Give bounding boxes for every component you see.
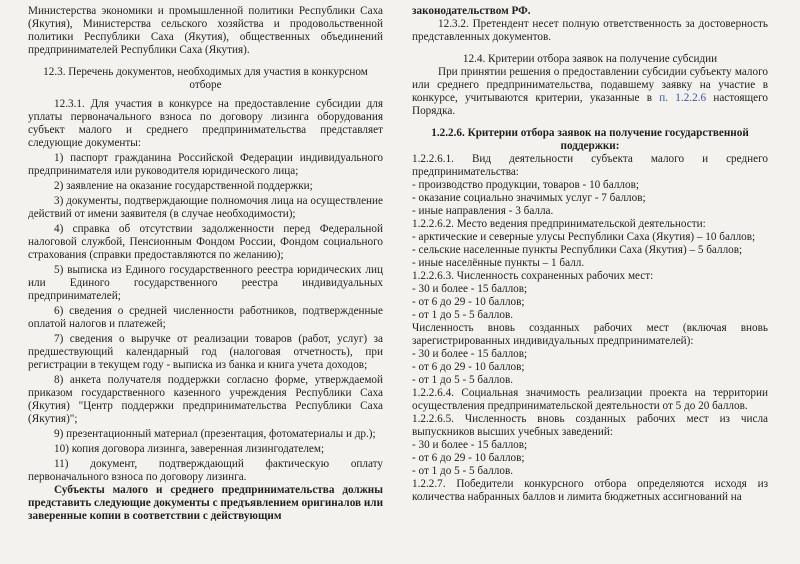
criteria-line: - производство продукции, товаров - 10 баллов; xyxy=(412,179,639,191)
list-item: 11) документ, подтверждающий фактическую оплату первоначального взноса по договору лизинга. xyxy=(28,458,383,483)
paragraph-12-3-2: 12.3.2. Претендент несет полную ответственность за достоверность представленных документов. xyxy=(412,18,768,43)
paragraph-12-4-text: При принятии решения о предоставлении субсидии субъекту малого или среднего предпринимательства, подавшему заявку на участие в конкурсе, учитываются критерии, указанные в xyxy=(412,66,768,104)
criteria-line: 1.2.2.6.3. Численность сохраненных рабочих мест: xyxy=(412,270,654,282)
criteria-line: - от 6 до 29 - 10 баллов; xyxy=(412,361,525,373)
criteria-line: 1.2.2.6.1. Вид деятельности субъекта малого и среднего предпринимательства: xyxy=(412,153,768,178)
criteria-line: - от 1 до 5 - 5 баллов. xyxy=(412,374,514,386)
right-column xyxy=(412,5,768,504)
list-item: 2) заявление на оказание государственной поддержки; xyxy=(54,180,313,192)
criteria-line: Численность вновь созданных рабочих мест (включая вновь зарегистрированных индивидуальных предпринимателей): xyxy=(412,322,768,347)
paragraph-12-4 xyxy=(412,66,768,118)
criteria-line: 1.2.2.6.4. Социальная значимость реализации проекта на территории осуществления предпринимательской деятельности от 5 до 20 баллов. xyxy=(412,387,768,412)
list-item: 6) сведения о средней численности работников, подтвержденные оплатой налогов и платежей; xyxy=(28,305,383,330)
paragraph-12-3-1: 12.3.1. Для участия в конкурсе на предоставление субсидии для уплаты первоначального взноса по договору лизинга оборудования субъект малого и среднего предпринимательства представляет следующие документы: xyxy=(28,98,383,149)
criteria-line: 1.2.2.7. Победители конкурсного отбора определяются исходя из количества набранных баллов и лимита бюджетных ассигнований на xyxy=(412,478,768,503)
list-item: 1) паспорт гражданина Российской Федерации индивидуального предпринимателя или руководителя юридического лица; xyxy=(28,152,383,177)
section-heading-12-3: 12.3. Перечень документов, необходимых для участия в конкурсном отборе xyxy=(43,66,368,91)
list-item: 4) справка об отсутствии задолженности перед Федеральной налоговой службой, Пенсионным Фондом России, Фондом социального страхования (справки предоставляются по желанию); xyxy=(28,223,383,261)
left-column xyxy=(28,5,383,523)
criteria-line: - 30 и более - 15 баллов; xyxy=(412,439,528,451)
list-item: 10) копия договора лизинга, заверенная лизингодателем; xyxy=(54,443,325,455)
bold-requirement-text: Субъекты малого и среднего предпринимательства должны представить следующие документы с предъявлением оригиналов или заверенные копии в соответствии с действующим xyxy=(28,484,384,522)
criteria-line: - 30 и более - 15 баллов; xyxy=(412,283,528,295)
criteria-line: - от 1 до 5 - 5 баллов. xyxy=(412,309,514,321)
section-heading-12-4: 12.4. Критерии отбора заявок на получение субсидии xyxy=(462,53,718,65)
criteria-line: 1.2.2.6.5. Численность вновь созданных рабочих мест из числа выпускников высших учебных заведений: xyxy=(412,413,768,438)
criteria-line: - от 6 до 29 - 10 баллов; xyxy=(412,452,525,464)
criteria-line: - оказание социально значимых услуг - 7 баллов; xyxy=(412,192,646,204)
criteria-line: 1.2.2.6.2. Место ведения предпринимательской деятельности: xyxy=(412,218,706,230)
list-item: 8) анкета получателя поддержки согласно форме, утверждаемой приказом государственного казенного учреждения Республики Саха (Якутия) "Центр поддержки предпринимательства Республики Саха (Якутия)"; xyxy=(28,374,383,425)
list-item: 7) сведения о выручке от реализации товаров (работ, услуг) за предшествующий календарный год (налоговая отчетность), при регистрации в текущем году - выписка из банка и книга учета доходов; xyxy=(28,333,383,371)
criteria-line: - от 6 до 29 - 10 баллов; xyxy=(412,296,525,308)
criteria-line: - 30 и более - 15 баллов; xyxy=(412,348,528,360)
paragraph-12-4-tail: настоящего Порядка. xyxy=(412,92,768,117)
section-heading-1-2-2-6: 1.2.2.6. Критерии отбора заявок на получение государственной поддержки: xyxy=(431,127,749,152)
criteria-line: - арктические и северные улусы Республики Саха (Якутия) – 10 баллов; xyxy=(412,231,756,243)
list-item: 5) выписка из Единого государственного реестра юридических лиц или Единого государственного реестра индивидуальных предпринимателей; xyxy=(28,264,383,302)
list-item: 3) документы, подтверждающие полномочия лица на осуществление действий от имени заявителя (в случае необходимости); xyxy=(28,195,383,220)
bold-requirement-continuation: законодательством РФ. xyxy=(412,5,531,17)
criteria-line: - иные населённые пункты – 1 балл. xyxy=(412,257,585,269)
section-link-1-2-2-6[interactable]: п. 1.2.2.6 xyxy=(659,92,707,104)
criteria-line: - иные направления - 3 балла. xyxy=(412,205,554,217)
criteria-line: - сельские населенные пункты Республики Саха (Якутия) – 5 баллов; xyxy=(412,244,743,256)
criteria-line: - от 1 до 5 - 5 баллов. xyxy=(412,465,514,477)
intro-paragraph: Министерства экономики и промышленной политики Республики Саха (Якутия), Министерства сельского хозяйства и продовольственной политики Республики Саха (Якутия), общественных объединений предпринимателей Республики Саха (Якутия). xyxy=(28,5,383,56)
list-item: 9) презентационный материал (презентация, фотоматериалы и др.); xyxy=(54,428,376,440)
